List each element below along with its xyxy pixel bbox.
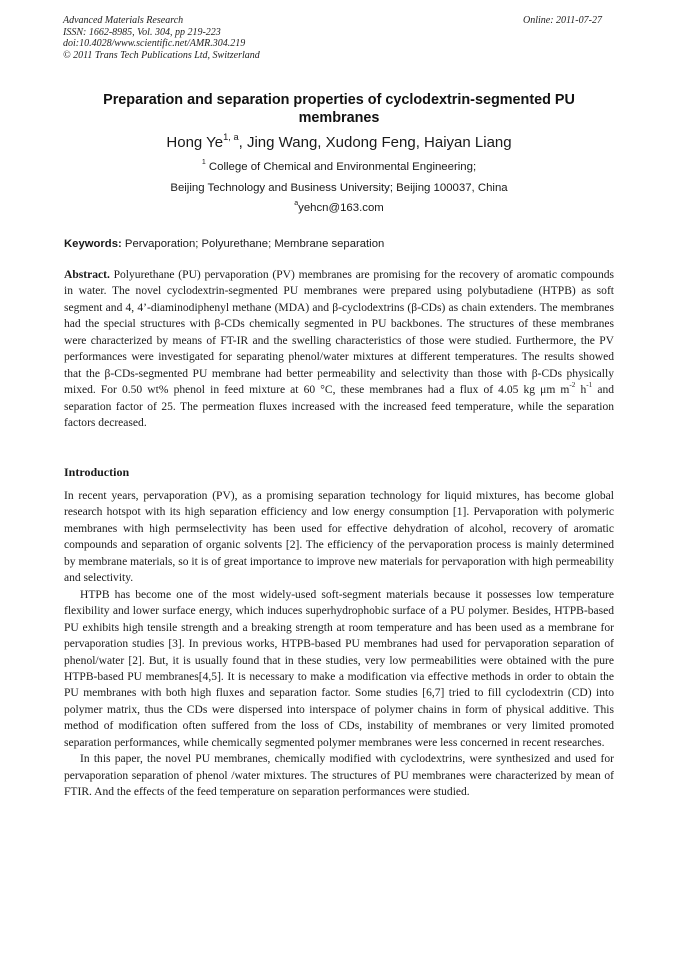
introduction-body: [64, 488, 614, 801]
keywords: [64, 237, 614, 251]
abstract-text: h: [575, 384, 587, 397]
author-affiliation-mark: 1, a: [223, 131, 239, 142]
abstract-label: Abstract.: [64, 269, 110, 281]
copyright-line: © 2011 Trans Tech Publications Ltd, Switzerland: [63, 49, 260, 61]
affiliation-line-2: Beijing Technology and Business University; Beijing 100037, China: [170, 182, 508, 194]
affiliation-mark: 1: [201, 159, 206, 167]
abstract-text: and separation factor of 25. The permeation fluxes increased with the increased feed temperature, while the separation factors decreased.: [64, 384, 615, 430]
keywords-label: Keywords:: [64, 238, 122, 250]
affiliation-text: College of Chemical and Environmental Engineering;: [205, 161, 477, 173]
unit-exponent: -2: [569, 381, 576, 390]
author-list: [64, 133, 614, 152]
paragraph: HTPB has become one of the most widely-used soft-segment materials because it possesses low temperature flexibility and lower surface energy, which induces superhydrophobic surface of a PU polymer. Besides, HTPB-based PU exhibits high tensile strength and a breaking strength at room temperature and has been used as a membrane for pervaporation studies [3]. In previous works, HTPB-based PU membranes had used for pervaporation separation of phenol/water [2]. But, it is usually found that in these studies, very low permeabilities were obtained with the pure HTPB-based PU membranes[4,5]. It is necessary to make a modification via effective methods in order to obtain the PU membranes with both high fluxes and separation factor. Some studies [6,7] tried to fill cyclodextrin (CD) into polymer matrix, thus the CDs were dispersed into interspace of polymer chains in form of physical additive. This method of modification often suffered from the loss of CDs, instability of membranes or very limited promoted separation performances, while chemically segmented polymer membranes were less concerned in recent researches.: [64, 588, 614, 749]
issn-line: ISSN: 1662-8985, Vol. 304, pp 219-223: [63, 26, 221, 38]
author-name: Hong Ye: [166, 134, 224, 151]
paragraph: In this paper, the novel PU membranes, chemically modified with cyclodextrins, were synthesized and used for pervaporation separation of phenol /water mixtures. The structures of PU membranes were characterized by mean of FTIR. And the effects of the feed temperature on separation performances were studied.: [64, 753, 614, 799]
affiliation-line-1: [64, 160, 614, 174]
keywords-text: Pervaporation; Polyurethane; Membrane separation: [121, 238, 385, 250]
doi-line: doi:10.4028/www.scientific.net/AMR.304.219: [63, 38, 246, 49]
journal-name: Advanced Materials Research: [63, 15, 184, 26]
email-mark: a: [294, 200, 299, 208]
unit-exponent: -1: [586, 381, 593, 390]
paragraph: In recent years, pervaporation (PV), as a promising separation technology for liquid mixtures, has become global research hotspot with its high separation efficiency and low energy consumption [1]. Pervaporation with polymeric membranes with high permselectivity has been used for effective dehydration of alcohol, recovery of aromatic compounds and separation of organic solvents [2]. The efficiency of the pervaporation process is mainly determined by membrane materials, so it is of great importance to improve new materials for pervaporation with high permeability and selectivity.: [64, 490, 614, 585]
section-heading-introduction: Introduction: [64, 465, 130, 479]
paper-title: Preparation and separation properties of cyclodextrin-segmented PU membranes: [103, 92, 575, 126]
abstract: [64, 267, 614, 432]
author-email: [64, 201, 614, 215]
email-address: yehcn@163.com: [298, 202, 384, 214]
abstract-text: Polyurethane (PU) pervaporation (PV) membranes are promising for the recovery of aromatic compounds in water. The novel cyclodextrin-segmented PU membranes were prepared using polybutadiene (HTPB) as soft segment and 4, 4’-diaminodiphenyl methane (MDA) and β-cyclodextrins (β-CDs) as chain extenders. The membranes had the special structures with β-CDs chemically segmented in PU backbones. The structures of these membranes were characterized by means of FT-IR and the swelling characteristics of those were studied. Furthermore, the PV performances were investigated for separating phenol/water mixtures at different temperatures. The results showed that the β-CDs-segmented PU membrane had better permeability and selectivity than those with β-CDs physically mixed. For 0.50 wt% phenol in feed mixture at 60 °C, these membranes had a flux of 4.05 kg μm m: [64, 269, 614, 397]
other-authors: , Jing Wang, Xudong Feng, Haiyan Liang: [238, 134, 512, 151]
online-date: Online: 2011-07-27: [523, 15, 602, 26]
journal-header: [63, 15, 260, 61]
